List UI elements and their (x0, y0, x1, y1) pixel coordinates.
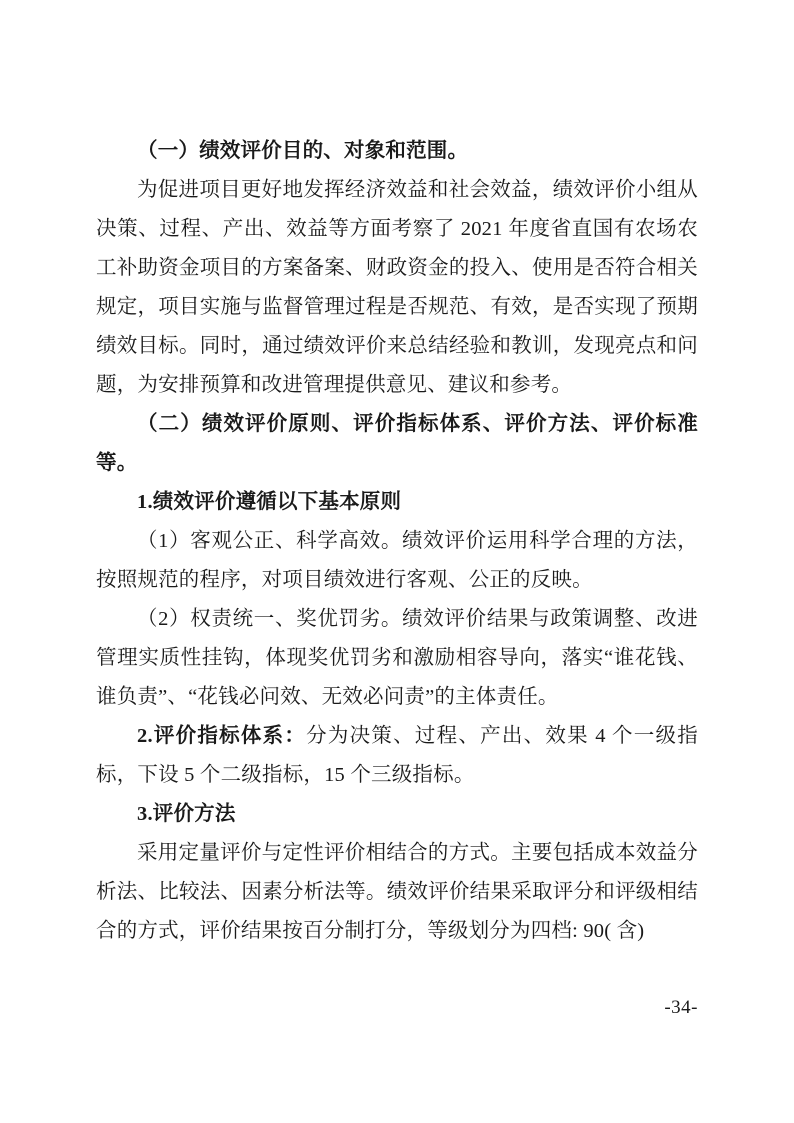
paragraph-indicator-system-text: 分为决策、过程、产出、效果 4 个一级指标，下设 5 个二级指标，15 个三级指标。 (96, 725, 699, 786)
section-heading-principles-system: （二）绩效评价原则、评价指标体系、评价方法、评价标准等。 (96, 413, 698, 474)
section-heading-purpose-scope: （一）绩效评价目的、对象和范围。 (137, 140, 469, 162)
paragraph-principle-rights-duties: （2）权责统一、奖优罚劣。绩效评价结果与政策调整、改进管理实质性挂钩，体现奖优罚劣和激励相容导向，落实“谁花钱、谁负责”、“花钱必问效、无效必问责”的主体责任。 (96, 608, 698, 708)
paragraph-indicator-system-label: 2.评价指标体系： (137, 725, 307, 747)
paragraph-principle-objective-fair: （1）客观公正、科学高效。绩效评价运用科学合理的方法，按照规范的程序，对项目绩效进行客观、公正的反映。 (96, 530, 698, 591)
paragraph-evaluation-method-body: 采用定量评价与定性评价相结合的方式。主要包括成本效益分析法、比较法、因素分析法等。绩效评价结果采取评分和评级相结合的方式，评价结果按百分制打分，等级划分为四档: 90( 含) (96, 842, 698, 942)
page-number: -34- (664, 997, 698, 1018)
paragraph-purpose-scope-body: 为促进项目更好地发挥经济效益和社会效益，绩效评价小组从决策、过程、产出、效益等方面考察了 2021 年度省直国有农场农工补助资金项目的方案备案、财政资金的投入、使用是否符合相关规定，项目实施与监督管理过程是否规范、有效，是否实现了预期绩效目标。同时，通过绩效评价来总结经验和教训，发现亮点和问题，为安排预算和改进管理提供意见、建议和参考。 (96, 179, 698, 396)
paragraph-indicator-system (96, 717, 698, 795)
subheading-evaluation-method: 3.评价方法 (137, 803, 236, 825)
subheading-basic-principles: 1.绩效评价遵循以下基本原则 (137, 491, 402, 513)
document-body (96, 132, 698, 951)
